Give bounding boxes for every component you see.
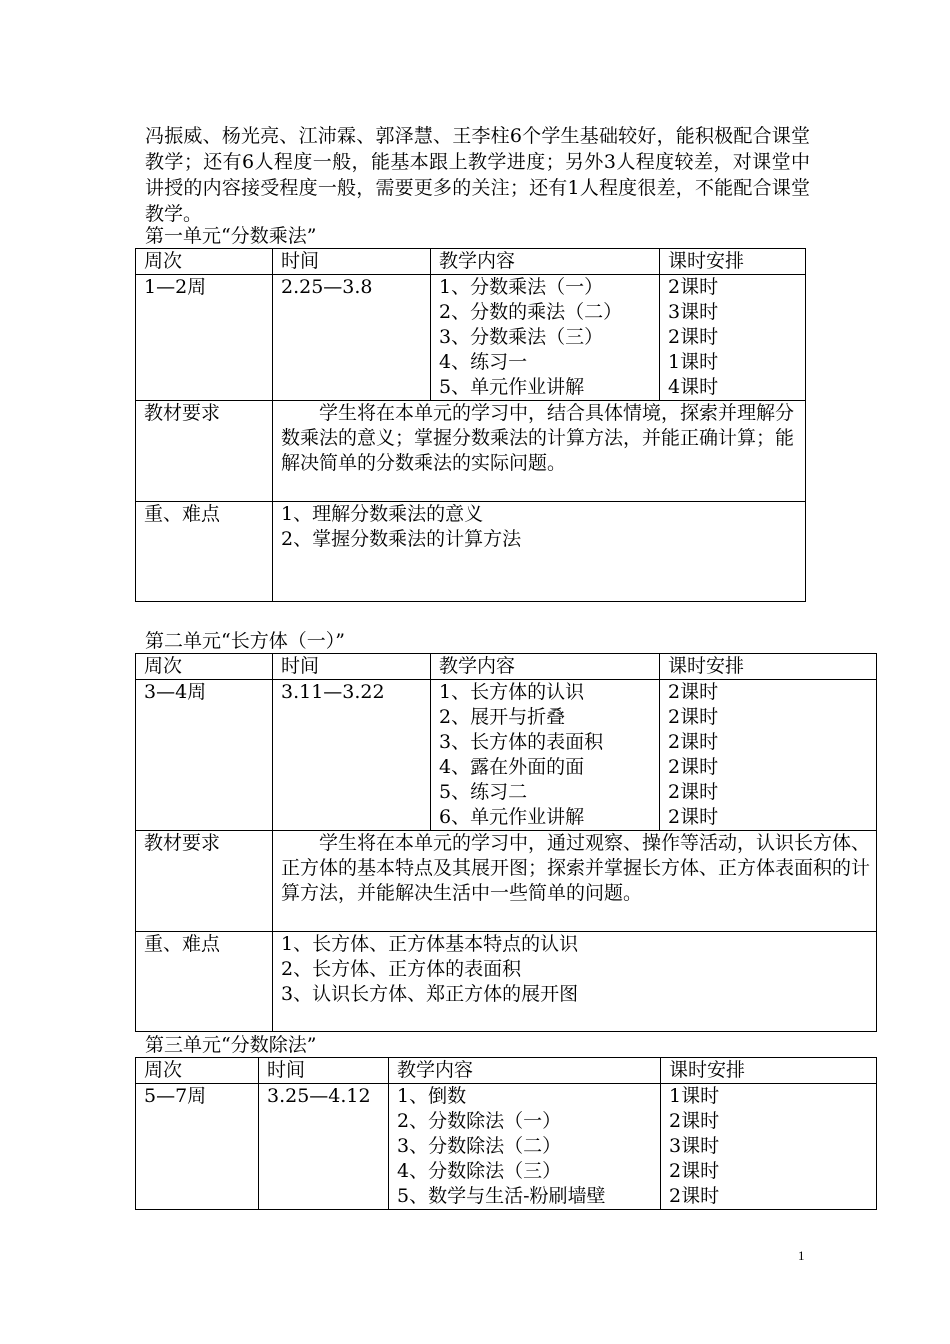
hours-item: 2课时 <box>668 731 719 753</box>
time-cell: 3.11—3.22 <box>273 680 431 831</box>
table-header-row <box>136 1058 877 1084</box>
hours-item: 4课时 <box>668 376 719 398</box>
unit-1-table <box>135 248 806 602</box>
content-item: 5、练习二 <box>439 781 528 803</box>
week-cell: 3—4周 <box>136 680 273 831</box>
schedule-row <box>136 275 806 401</box>
content-item: 5、数学与生活-粉刷墙壁 <box>397 1185 606 1207</box>
hours-item: 2课时 <box>669 1160 720 1182</box>
requirement-label: 教材要求 <box>136 401 273 502</box>
time-cell: 3.25—4.12 <box>259 1084 389 1210</box>
requirement-label: 教材要求 <box>136 831 273 932</box>
key-point-item: 2、长方体、正方体的表面积 <box>281 958 522 980</box>
schedule-row <box>136 680 877 831</box>
hours-item: 2课时 <box>669 1110 720 1132</box>
hours-item: 2课时 <box>668 276 719 298</box>
hours-cell <box>661 1084 877 1210</box>
content-item: 5、单元作业讲解 <box>439 376 585 398</box>
content-item: 3、分数除法（二） <box>397 1135 562 1157</box>
hours-item: 2课时 <box>668 326 719 348</box>
unit-3-table <box>135 1057 877 1210</box>
unit-3-title: 第三单元“分数除法” <box>145 1034 317 1056</box>
hours-item: 2课时 <box>668 706 719 728</box>
header-hours: 课时安排 <box>660 249 806 275</box>
unit-2-title: 第二单元“长方体（一）” <box>145 630 345 652</box>
key-points-row <box>136 502 806 602</box>
unit-1-title: 第一单元“分数乘法” <box>145 225 317 247</box>
week-cell: 1—2周 <box>136 275 273 401</box>
requirement-text: 学生将在本单元的学习中，通过观察、操作等活动，认识长方体、正方体的基本特点及其展开图；探索并掌握长方体、正方体表面积的计算方法，并能解决生活中一些简单的问题。 <box>273 831 877 932</box>
key-points-label: 重、难点 <box>136 502 273 602</box>
content-item: 1、倒数 <box>397 1085 467 1107</box>
requirement-row <box>136 831 877 932</box>
header-time: 时间 <box>273 654 431 680</box>
header-hours: 课时安排 <box>661 1058 877 1084</box>
content-item: 4、分数除法（三） <box>397 1160 562 1182</box>
content-item: 2、分数除法（一） <box>397 1110 562 1132</box>
key-point-item: 2、掌握分数乘法的计算方法 <box>281 528 522 550</box>
content-item: 4、露在外面的面 <box>439 756 585 778</box>
key-points-cell <box>273 502 806 602</box>
key-point-item: 3、认识长方体、郑正方体的展开图 <box>281 983 579 1005</box>
header-week: 周次 <box>136 1058 259 1084</box>
hours-cell <box>660 680 877 831</box>
intro-paragraph: 冯振威、杨光亮、江沛霖、郭泽慧、王李柱6个学生基础较好，能积极配合课堂教学；还有6人程度一般，能基本跟上教学进度；另外3人程度较差，对课堂中讲授的内容接受程度一般，需要更多的关注；还有1人程度很差，不能配合课堂教学。 <box>145 125 810 225</box>
hours-item: 1课时 <box>669 1085 720 1107</box>
table-header-row <box>136 654 877 680</box>
hours-item: 3课时 <box>668 301 719 323</box>
header-hours: 课时安排 <box>660 654 877 680</box>
time-cell: 2.25—3.8 <box>273 275 431 401</box>
header-content: 教学内容 <box>431 249 660 275</box>
content-cell <box>389 1084 661 1210</box>
content-item: 3、长方体的表面积 <box>439 731 604 753</box>
page-number: 1 <box>798 1248 805 1263</box>
key-point-item: 1、理解分数乘法的意义 <box>281 503 484 525</box>
hours-item: 2课时 <box>668 781 719 803</box>
key-points-cell <box>273 932 877 1032</box>
header-time: 时间 <box>273 249 431 275</box>
hours-item: 2课时 <box>668 681 719 703</box>
hours-item: 2课时 <box>668 806 719 828</box>
content-item: 1、长方体的认识 <box>439 681 585 703</box>
header-content: 教学内容 <box>389 1058 661 1084</box>
hours-item: 2课时 <box>669 1185 720 1207</box>
key-point-item: 1、长方体、正方体基本特点的认识 <box>281 933 579 955</box>
hours-item: 3课时 <box>669 1135 720 1157</box>
hours-cell <box>660 275 806 401</box>
header-week: 周次 <box>136 654 273 680</box>
key-points-label: 重、难点 <box>136 932 273 1032</box>
key-points-row <box>136 932 877 1032</box>
week-cell: 5—7周 <box>136 1084 259 1210</box>
content-item: 6、单元作业讲解 <box>439 806 585 828</box>
requirement-row <box>136 401 806 502</box>
table-header-row <box>136 249 806 275</box>
schedule-row <box>136 1084 877 1210</box>
requirement-text: 学生将在本单元的学习中，结合具体情境，探索并理解分数乘法的意义；掌握分数乘法的计算方法，并能正确计算；能解决简单的分数乘法的实际问题。 <box>273 401 806 502</box>
content-item: 3、分数乘法（三） <box>439 326 604 348</box>
content-item: 2、分数的乘法（二） <box>439 301 623 323</box>
header-time: 时间 <box>259 1058 389 1084</box>
content-cell <box>431 680 660 831</box>
content-item: 4、练习一 <box>439 351 528 373</box>
content-item: 2、展开与折叠 <box>439 706 566 728</box>
content-cell <box>431 275 660 401</box>
header-week: 周次 <box>136 249 273 275</box>
header-content: 教学内容 <box>431 654 660 680</box>
hours-item: 1课时 <box>668 351 719 373</box>
unit-2-table <box>135 653 877 1032</box>
content-item: 1、分数乘法（一） <box>439 276 604 298</box>
hours-item: 2课时 <box>668 756 719 778</box>
